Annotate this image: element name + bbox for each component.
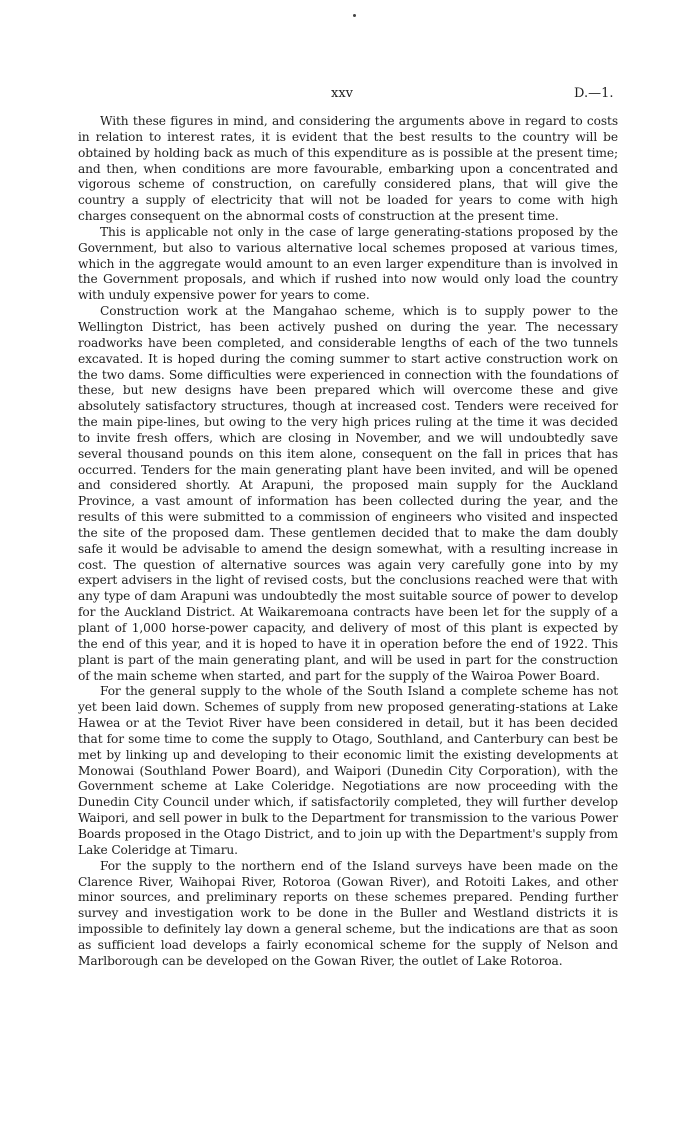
paragraph-northern-supply: For the supply to the northern end of the Island surveys have been made on the Clarence River, Waihopai River, Rotoroa (Gowan River), and Rotoiti Lakes, and other minor sources, and preliminary reports on these schemes prepared. Pending further survey and investigation work to be done in the Buller and Westland districts it is impossible to definitely lay down a general scheme, but the indications are that as soon as sufficient load develops a fairly economical scheme for the supply of Nelson and Marlborough can be developed on the Gowan River, the outlet of Lake Rotoroa. — [78, 858, 618, 968]
paragraph-cost-strategy: With these figures in mind, and considering the arguments above in regard to costs in relation to interest rates, it is evident that the best results to the country will be obtained by holding back as much of this expenditure as is possible at the present time; and then, when conditions are more favourable, embarking upon a concentrated and vigorous scheme of construction, on carefully considered plans, that will give the country a supply of electricity that will not be loaded for years to come with high charges consequent on the abnormal costs of construction at the present time. — [78, 114, 618, 224]
ink-speck — [353, 14, 356, 17]
paragraph-south-island-supply: For the general supply to the whole of the South Island a complete scheme has not yet been laid down. Schemes of supply from new proposed generating-stations at Lake Hawea or at the Teviot River have been considered in detail, but it has been decided that for some time to come the supply to Otago, Southland, and Canterbury can best be met by linking up and developing to their economic limit the existing developments at Monowai (Southland Power Board), and Waipori (Dunedin City Corporation), with the Government scheme at Lake Coleridge. Negotiations are now proceeding with the Dunedin City Council under which, if satisfactorily completed, they will further develop Waipori, and sell power in bulk to the Department for transmission to the various Power Boards proposed in the Otago District, and to join up with the Department's supply from Lake Coleridge at Timaru. — [78, 684, 618, 857]
paragraph-construction-progress: Construction work at the Mangahao scheme, which is to supply power to the Wellington District, has been actively pushed on during the year. The necessary roadworks have been completed, and considerable lengths of each of the two tunnels excavated. It is hoped during the coming summer to start active construction work on the two dams. Some difficulties were experienced in connection with the foundations of these, but new designs have been prepared which will overcome these and give absolutely satisfactory structures, though at increased cost. Tenders were received for the main pipe-lines, but owing to the very high prices ruling at the time it was decided to invite fresh offers, which are closing in November, and we will undoubtedly save several thousand pounds on this item alone, consequent on the fall in prices that has occurred. Tenders for the main generating plant have been invited, and will be opened and considered shortly. At Arapuni, the proposed main supply for the Auckland Province, a vast amount of information has been collected during the year, and the results of this were submitted to a commission of engineers who visited and inspected the site of the proposed dam. These gentlemen decided that to make the dam doubly safe it would be advisable to amend the design somewhat, with a resulting increase in cost. The question of alternative sources was again very carefully gone into by my expert advisers in the light of revised costs, but the conclusions reached were that with any type of dam Arapuni was undoubtedly the most suitable source of power to develop for the Auckland District. At Waikaremoana contracts have been let for the supply of a plant of 1,000 horse-power capacity, and delivery of most of this plant is expected by the end of this year, and it is hoped to have it in operation before the end of 1922. This plant is part of the main generating plant, and will be used in part for the construction of the main scheme when started, and part for the supply of the Wairoa Power Board. — [78, 304, 618, 683]
document-reference: D.—1. — [574, 86, 614, 101]
body-text — [78, 114, 618, 970]
page-header — [0, 86, 700, 106]
page-number: xxv — [331, 86, 354, 101]
paragraph-local-schemes: This is applicable not only in the case of large generating-stations proposed by the Government, but also to various alternative local schemes proposed at various times, which in the aggregate would amount to an even larger expenditure than is involved in the Government proposals, and which if rushed into now would only load the country with unduly expensive power for years to come. — [78, 224, 618, 303]
